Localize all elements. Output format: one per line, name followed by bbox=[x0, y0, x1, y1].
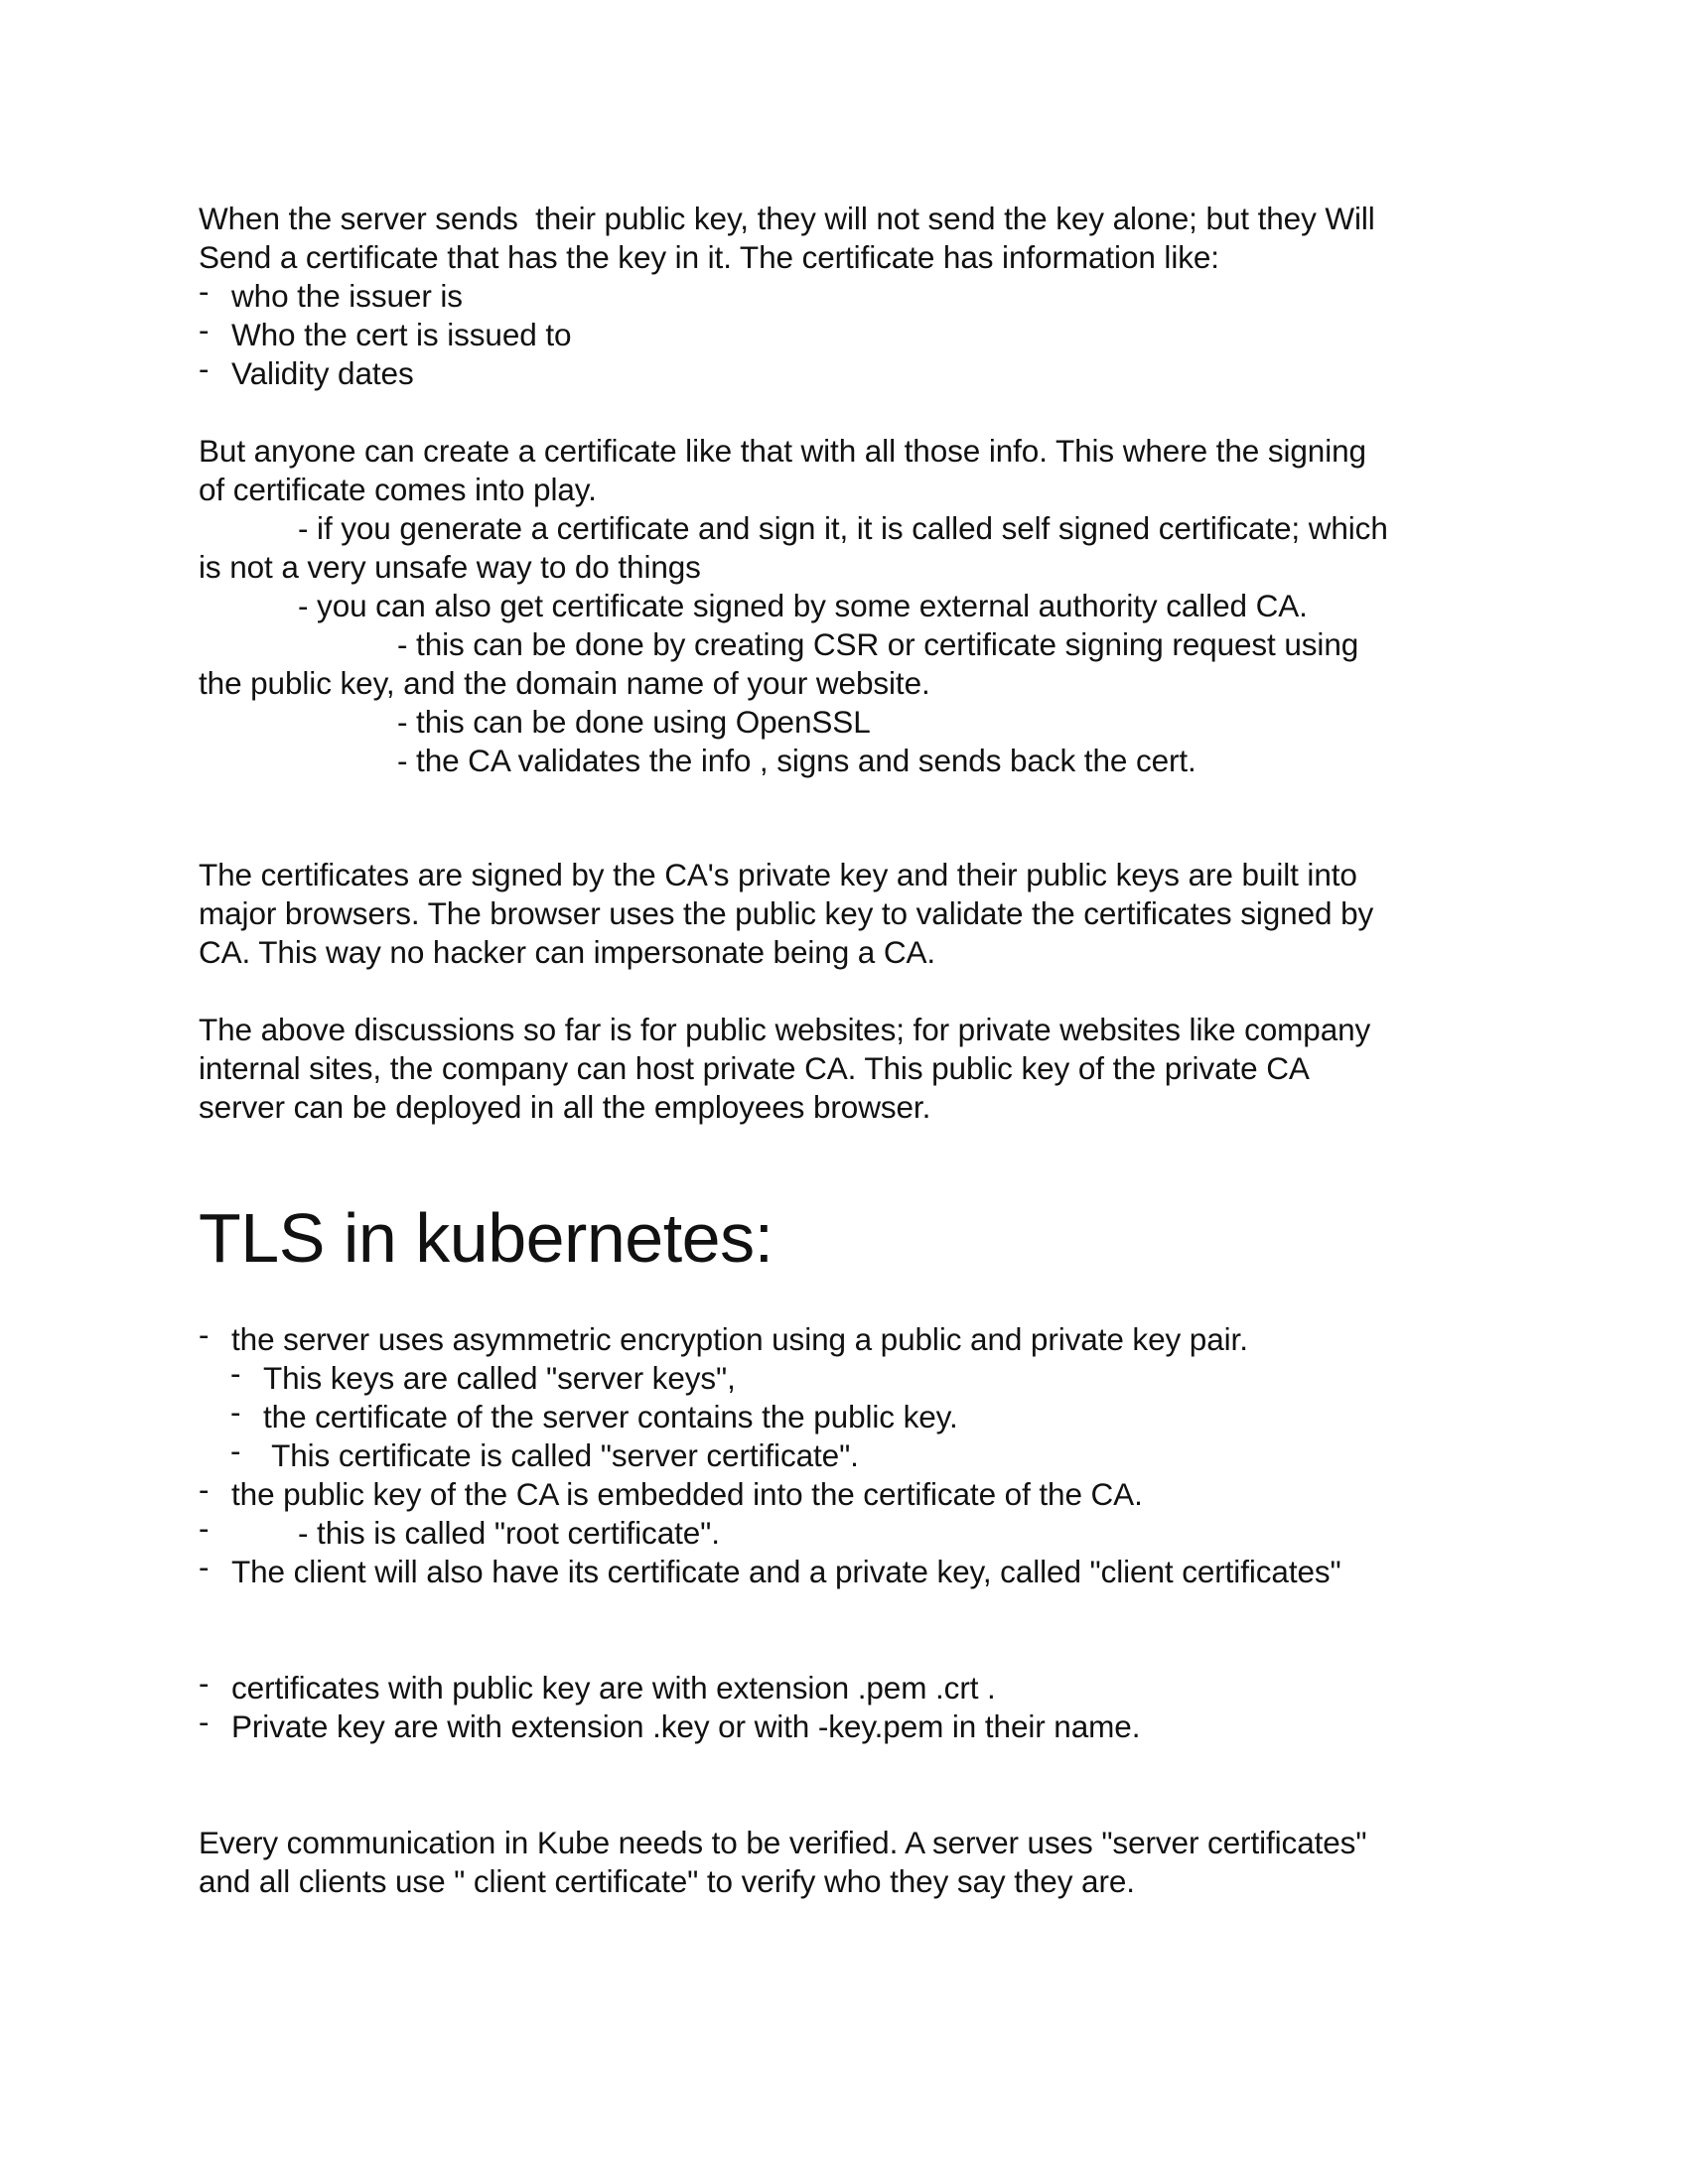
closing-line-2: and all clients use " client certificate" to verify who they say they are. bbox=[199, 1863, 1135, 1899]
tls-item-1: the server uses asymmetric encryption using a public and private key pair. bbox=[231, 1321, 1248, 1357]
private-ca-line-1: The above discussions so far is for public websites; for private websites like company bbox=[199, 1012, 1371, 1047]
list-item bbox=[0, 1549, 1688, 1591]
intro-line-1: When the server sends their public key, they will not send the key alone; but they Will bbox=[199, 201, 1375, 236]
tls-item-4: The client will also have its certificate and a private key, called "client certificates" bbox=[231, 1554, 1341, 1589]
intro-line-2: Send a certificate that has the key in it. The certificate has information like: bbox=[199, 239, 1219, 275]
extension-item-2: Private key are with extension .key or with -key.pem in their name. bbox=[231, 1708, 1141, 1744]
intro-bullet-text: Who the cert is issued to bbox=[231, 317, 572, 352]
intro-bullet-text: who the issuer is bbox=[231, 278, 463, 314]
dash-bullet-icon: - bbox=[199, 1316, 210, 1352]
dash-bullet-icon: - bbox=[199, 1549, 210, 1584]
signing-line-5: - you can also get certificate signed by some external authority called CA. bbox=[298, 588, 1308, 623]
list-item bbox=[0, 1704, 1688, 1746]
list-item bbox=[0, 350, 1688, 393]
dash-bullet-icon: - bbox=[199, 1471, 210, 1507]
signing-line-2: of certificate comes into play. bbox=[199, 472, 597, 507]
dash-bullet-icon: - bbox=[230, 1355, 241, 1391]
signing-line-6: - this can be done by creating CSR or certificate signing request using bbox=[397, 626, 1359, 662]
dash-bullet-icon: - bbox=[230, 1433, 241, 1468]
tls-item-1-sub-1: This keys are called "server keys", bbox=[263, 1360, 736, 1396]
tls-item-1-sub-3: This certificate is called "server certificate". bbox=[263, 1437, 859, 1473]
tls-heading: TLS in kubernetes: bbox=[199, 1199, 774, 1277]
list-item bbox=[0, 1510, 1688, 1553]
dash-bullet-icon: - bbox=[199, 1704, 210, 1739]
ca-line-1: The certificates are signed by the CA's private key and their public keys are built into bbox=[199, 857, 1357, 892]
dash-bullet-icon: - bbox=[199, 312, 210, 347]
dash-bullet-icon: - bbox=[199, 1510, 210, 1546]
signing-line-8: - this can be done using OpenSSL bbox=[397, 704, 871, 740]
signing-line-1: But anyone can create a certificate like that with all those info. This where the signing bbox=[199, 433, 1366, 469]
list-item bbox=[0, 1665, 1688, 1707]
dash-bullet-icon: - bbox=[199, 1665, 210, 1701]
list-item bbox=[0, 1433, 1688, 1475]
extension-item-1: certificates with public key are with extension .pem .crt . bbox=[231, 1670, 996, 1706]
list-item bbox=[0, 273, 1688, 316]
signing-line-4: is not a very unsafe way to do things bbox=[199, 549, 701, 585]
list-item bbox=[0, 1471, 1688, 1514]
ca-line-2: major browsers. The browser uses the public key to validate the certificates signed by bbox=[199, 895, 1374, 931]
signing-line-3: - if you generate a certificate and sign it, it is called self signed certificate; which bbox=[298, 510, 1388, 546]
tls-item-1-sub-2: the certificate of the server contains the public key. bbox=[263, 1399, 958, 1434]
dash-bullet-icon: - bbox=[199, 350, 210, 386]
signing-line-7: the public key, and the domain name of your website. bbox=[199, 665, 930, 701]
list-item bbox=[0, 1355, 1688, 1398]
list-item bbox=[0, 1394, 1688, 1436]
closing-line-1: Every communication in Kube needs to be verified. A server uses "server certificates" bbox=[199, 1825, 1367, 1860]
dash-bullet-icon: - bbox=[230, 1394, 241, 1430]
tls-item-3: - this is called "root certificate". bbox=[298, 1515, 720, 1551]
private-ca-line-2: internal sites, the company can host private CA. This public key of the private CA bbox=[199, 1050, 1310, 1086]
private-ca-line-3: server can be deployed in all the employees browser. bbox=[199, 1089, 931, 1125]
list-item bbox=[0, 312, 1688, 354]
tls-item-2: the public key of the CA is embedded into the certificate of the CA. bbox=[231, 1476, 1143, 1512]
intro-bullet-text: Validity dates bbox=[231, 355, 414, 391]
dash-bullet-icon: - bbox=[199, 273, 210, 309]
ca-line-3: CA. This way no hacker can impersonate being a CA. bbox=[199, 934, 936, 970]
list-item bbox=[0, 1316, 1688, 1359]
signing-line-9: - the CA validates the info , signs and sends back the cert. bbox=[397, 743, 1196, 778]
